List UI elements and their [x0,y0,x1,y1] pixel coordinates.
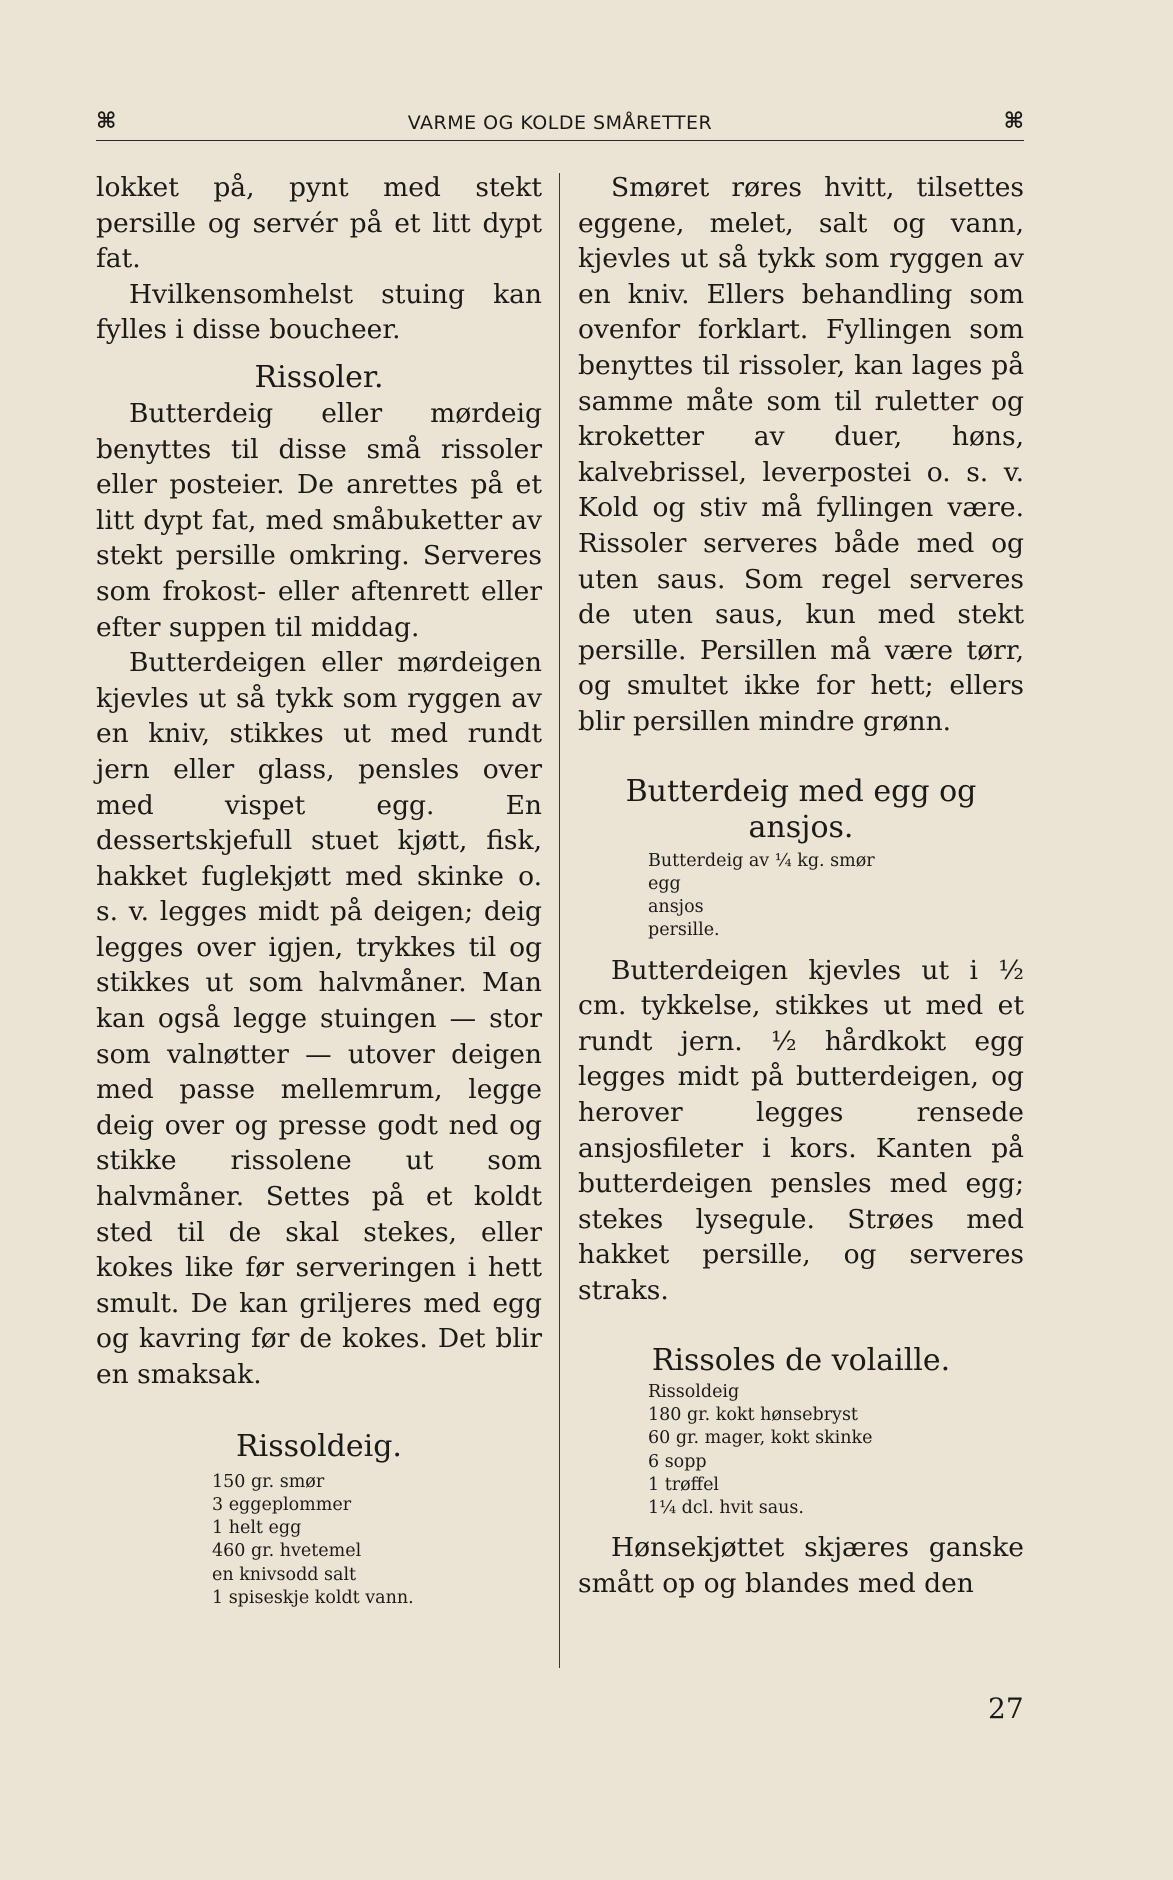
ingredient-item: 3 eggeplommer [212,1494,352,1515]
section-heading-rissoles-de-volaille: Rissoles de volaille. [651,1342,951,1378]
section-heading-rissoler: Rissoler. [254,359,384,395]
paragraph: Hvilkensomhelst stuing kan fylles i disse boucheer. [96,278,542,346]
ingredient-item: Butterdeig av ¼ kg. smør [648,850,875,871]
running-header-title: VARME OG KOLDE SMÅRETTER [407,112,713,134]
ornament-left-icon: ⌘ [96,109,117,134]
ingredient-item: Rissoldeig [648,1381,740,1402]
section-heading-butterdeig: Butterdeig med egg og ansjos. [625,773,977,845]
paragraph: Butterdeigen eller mørdeigen kjevles ut så tykk som ryggen av en kniv, stikkes ut med rundt jern eller glass, pensles over med vispet egg. En dessertskjefull stuet kjøtt, fisk, hakket fuglekjøtt med skinke o. s. v. legges midt på deigen; deig legges over igjen, trykkes til og stikkes ut som halvmåner. Man kan også legge stuingen — stor som valnøtter — utover deigen med passe mellemrum, legge deig over og presse godt ned og stikke rissolene ut som halvmåner. Settes på et koldt sted til de skal stekes, eller kokes like før serveringen i hett smult. De kan griljeres med egg og kavring før de kokes. Det blir en smaksak. [96,647,542,1390]
ingredient-list [578,1381,1024,1521]
page-number: 27 [988,1692,1024,1725]
paragraph: Hønsekjøttet skjæres ganske smått op og blandes med den [578,1532,1024,1599]
ingredient-item: 460 gr. hvetemel [212,1541,362,1562]
column-divider [559,173,560,1668]
ingredient-item: en knivsodd salt [212,1564,357,1585]
ingredient-item: ansjos [648,897,704,918]
paragraph: Butterdeig eller mørdeig benyttes til disse små rissoler eller posteier. De anrettes på et litt dypt fat, med småbuketter av stekt persille omkring. Serveres som frokost- eller aftenrett eller efter suppen til middag. [96,397,542,643]
running-header [96,106,1024,141]
ingredient-list [96,1471,542,1611]
ingredient-item: 1 trøffel [648,1474,720,1495]
ingredient-list [578,850,1024,943]
ingredient-item: persille. [648,920,720,941]
ingredient-item: 1¼ dcl. hvit saus. [648,1498,804,1519]
ingredient-item: egg [648,873,681,894]
paragraph: lokket på, pynt med stekt persille og servér på et litt dypt fat. [96,172,542,275]
section-heading-rissoldeig: Rissoldeig. [236,1428,402,1464]
ingredient-item: 1 helt egg [212,1518,302,1539]
ingredient-item: 1 spiseskje koldt vann. [212,1588,414,1609]
ingredient-item: 150 gr. smør [212,1471,325,1492]
paragraph: Butterdeigen kjevles ut i ½ cm. tykkelse, stikkes ut med et rundt jern. ½ hårdkokt egg legges midt på butterdeigen, og herover legges rensede ansjosfileter i kors. Kanten på butterdeigen pensles med egg; stekes lysegule. Strøes med hakket persille, og serveres straks. [578,954,1024,1307]
left-column [96,170,542,1620]
right-column [578,170,1024,1602]
paragraph: Smøret røres hvitt, tilsettes eggene, melet, salt og vann, kjevles ut så tykk som ryggen av en kniv. Ellers behandling som ovenfor forklart. Fyllingen som benyttes til rissoler, kan lages på samme måte som til ruletter og kroketter av duer, høns, kalvebrissel, leverpostei o. s. v. Kold og stiv må fyllingen være. Rissoler serveres både med og uten saus. Som regel serveres de uten saus, kun med stekt persille. Persillen må være tørr, og smultet ikke for hett; ellers blir persillen mindre grønn. [578,172,1024,737]
ingredient-item: 60 gr. mager, kokt skinke [648,1428,873,1449]
ingredient-item: 6 sopp [648,1451,707,1472]
ornament-right-icon: ⌘ [1003,109,1024,134]
ingredient-item: 180 gr. kokt hønsebryst [648,1404,858,1425]
